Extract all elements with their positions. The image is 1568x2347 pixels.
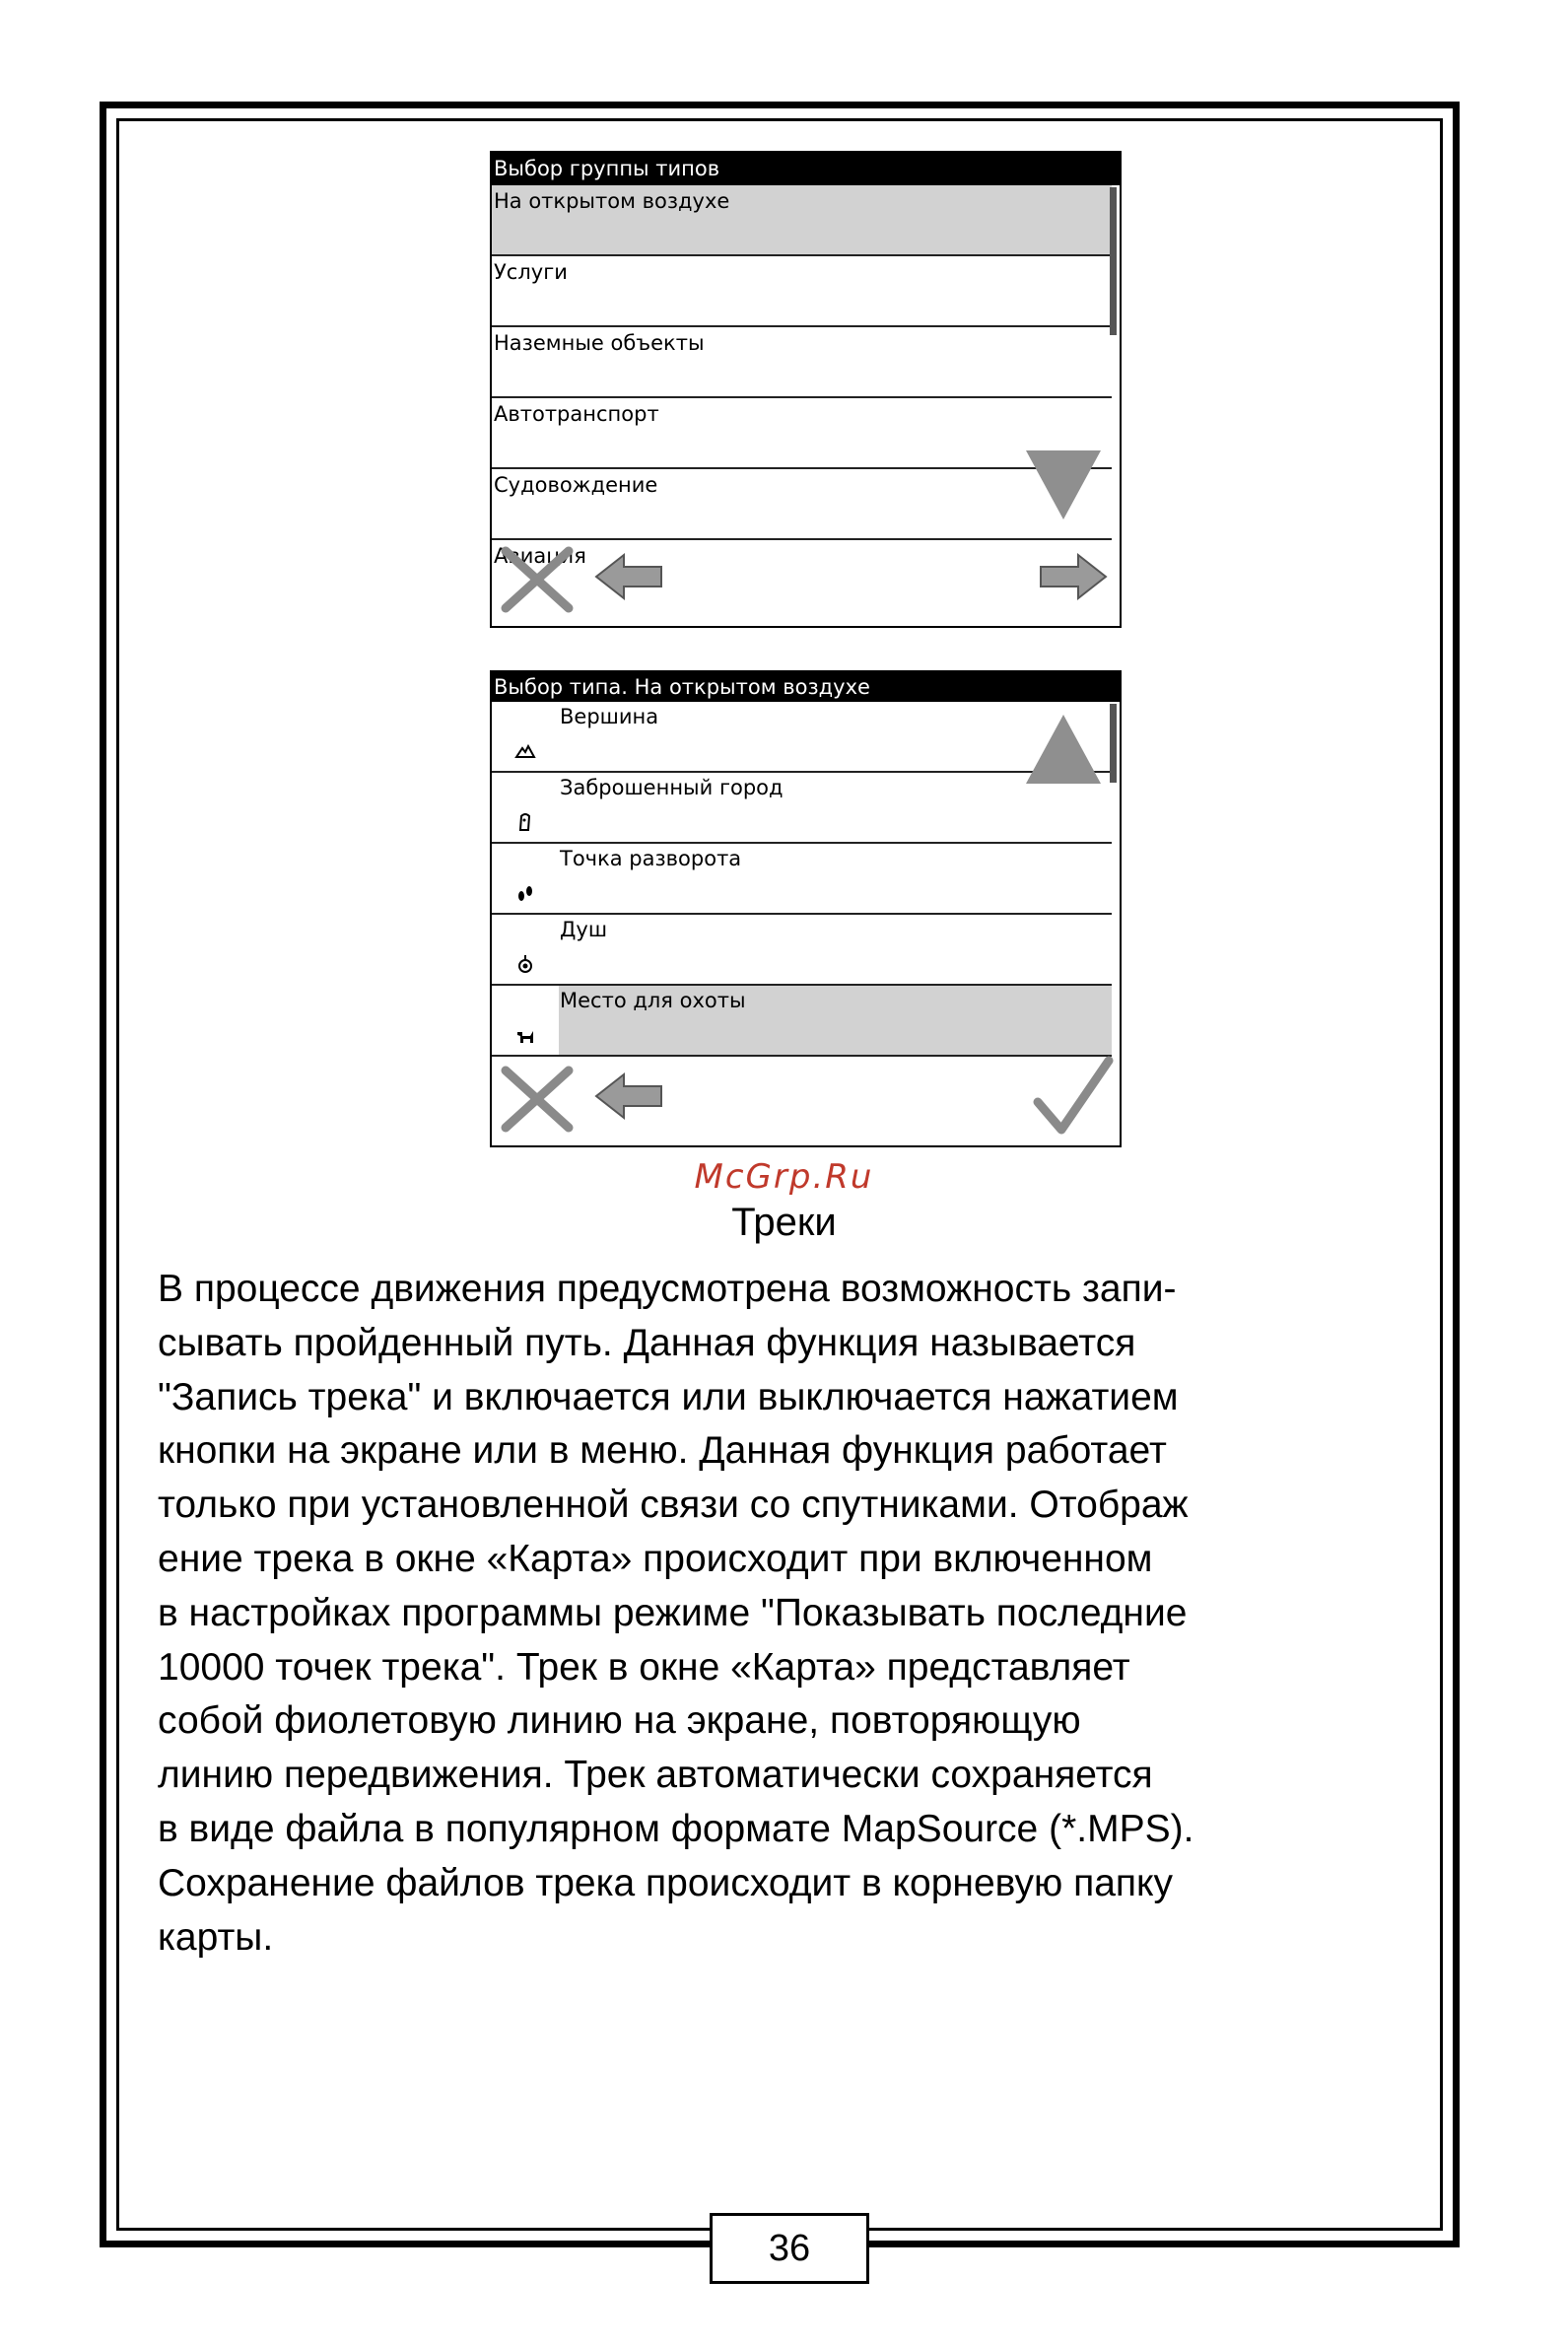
list-item[interactable]: [492, 256, 1112, 327]
list-item-label: Вершина: [560, 705, 659, 728]
footprints-icon: [513, 881, 537, 905]
paragraph-line: сывать пройденный путь. Данная функция называется: [158, 1321, 1136, 1364]
scrollbar[interactable]: [1110, 187, 1117, 335]
list-item[interactable]: [492, 986, 1112, 1057]
body-paragraph: [158, 1263, 1399, 1965]
ghost-town-icon: [513, 810, 537, 834]
checkmark-icon[interactable]: [1032, 1055, 1115, 1138]
arrow-left-icon[interactable]: [594, 1071, 665, 1121]
paragraph-line: собой фиолетовую линию на экране, повторяющую: [158, 1699, 1081, 1743]
close-icon[interactable]: [500, 1065, 575, 1134]
shower-icon: [513, 952, 537, 976]
page-number: 36: [768, 2228, 811, 2269]
list-item[interactable]: [492, 398, 1112, 469]
group-selection-title: Выбор группы типов: [492, 153, 1120, 185]
paragraph-line: ение трека в окне «Карта» происходит при включенном: [158, 1537, 1153, 1580]
list-item-label: Точка разворота: [560, 847, 742, 870]
watermark: McGrp.Ru: [694, 1157, 874, 1197]
paragraph-line: 10000 точек трека". Трек в окне «Карта» представляет: [158, 1645, 1130, 1689]
paragraph-line: кнопки на экране или в меню. Данная функция работает: [158, 1429, 1167, 1473]
list-item-label: Судовождение: [494, 473, 658, 497]
scroll-down-icon[interactable]: [1024, 449, 1103, 522]
list-item-label: Наземные объекты: [494, 331, 705, 355]
list-item[interactable]: [492, 185, 1112, 256]
list-item[interactable]: [492, 773, 1112, 844]
list-item[interactable]: [492, 327, 1112, 398]
paragraph-line: В процессе движения предусмотрена возможность запи-: [158, 1268, 1177, 1310]
list-item[interactable]: [492, 844, 1112, 915]
scrollbar[interactable]: [1110, 704, 1117, 783]
type-selection-title: Выбор типа. На открытом воздухе: [492, 672, 1120, 702]
list-item[interactable]: [492, 540, 1112, 609]
paragraph-line: линию передвижения. Трек автоматически сохраняется: [158, 1754, 1153, 1797]
section-heading: Треки: [731, 1201, 837, 1244]
list-item-label: Авиация: [494, 544, 586, 568]
list-item[interactable]: [492, 702, 1112, 773]
paragraph-line: "Запись трека" и включается или выключается нажатием: [158, 1375, 1179, 1418]
paragraph-line: Сохранение файлов трека происходит в корневую папку: [158, 1861, 1174, 1904]
list-item-label: На открытом воздухе: [494, 189, 730, 213]
group-list: [492, 185, 1112, 609]
list-item-label: Место для охоты: [560, 989, 746, 1012]
hunting-icon: [513, 1023, 537, 1047]
arrow-left-icon[interactable]: [594, 552, 665, 601]
paragraph-line: в настройках программы режиме "Показывать последние: [158, 1591, 1188, 1634]
scroll-up-icon[interactable]: [1024, 712, 1103, 786]
close-icon[interactable]: [500, 545, 575, 614]
paragraph-line: карты.: [158, 1915, 274, 1959]
list-item[interactable]: [492, 469, 1112, 540]
type-list: [492, 702, 1112, 1057]
list-item-label: Автотранспорт: [494, 402, 659, 426]
summit-icon: [513, 739, 537, 763]
list-item-label: Заброшенный город: [560, 776, 784, 799]
paragraph-line: в виде файла в популярном формате MapSource (*.MPS).: [158, 1807, 1194, 1850]
list-item-label: Услуги: [494, 260, 568, 284]
type-selection-screen: [490, 670, 1122, 1147]
paragraph-line: только при установленной связи со спутниками. Отображ: [158, 1484, 1189, 1527]
list-item[interactable]: [492, 915, 1112, 986]
group-selection-screen: [490, 151, 1122, 628]
arrow-right-icon[interactable]: [1037, 552, 1108, 601]
list-item-label: Душ: [560, 918, 608, 941]
